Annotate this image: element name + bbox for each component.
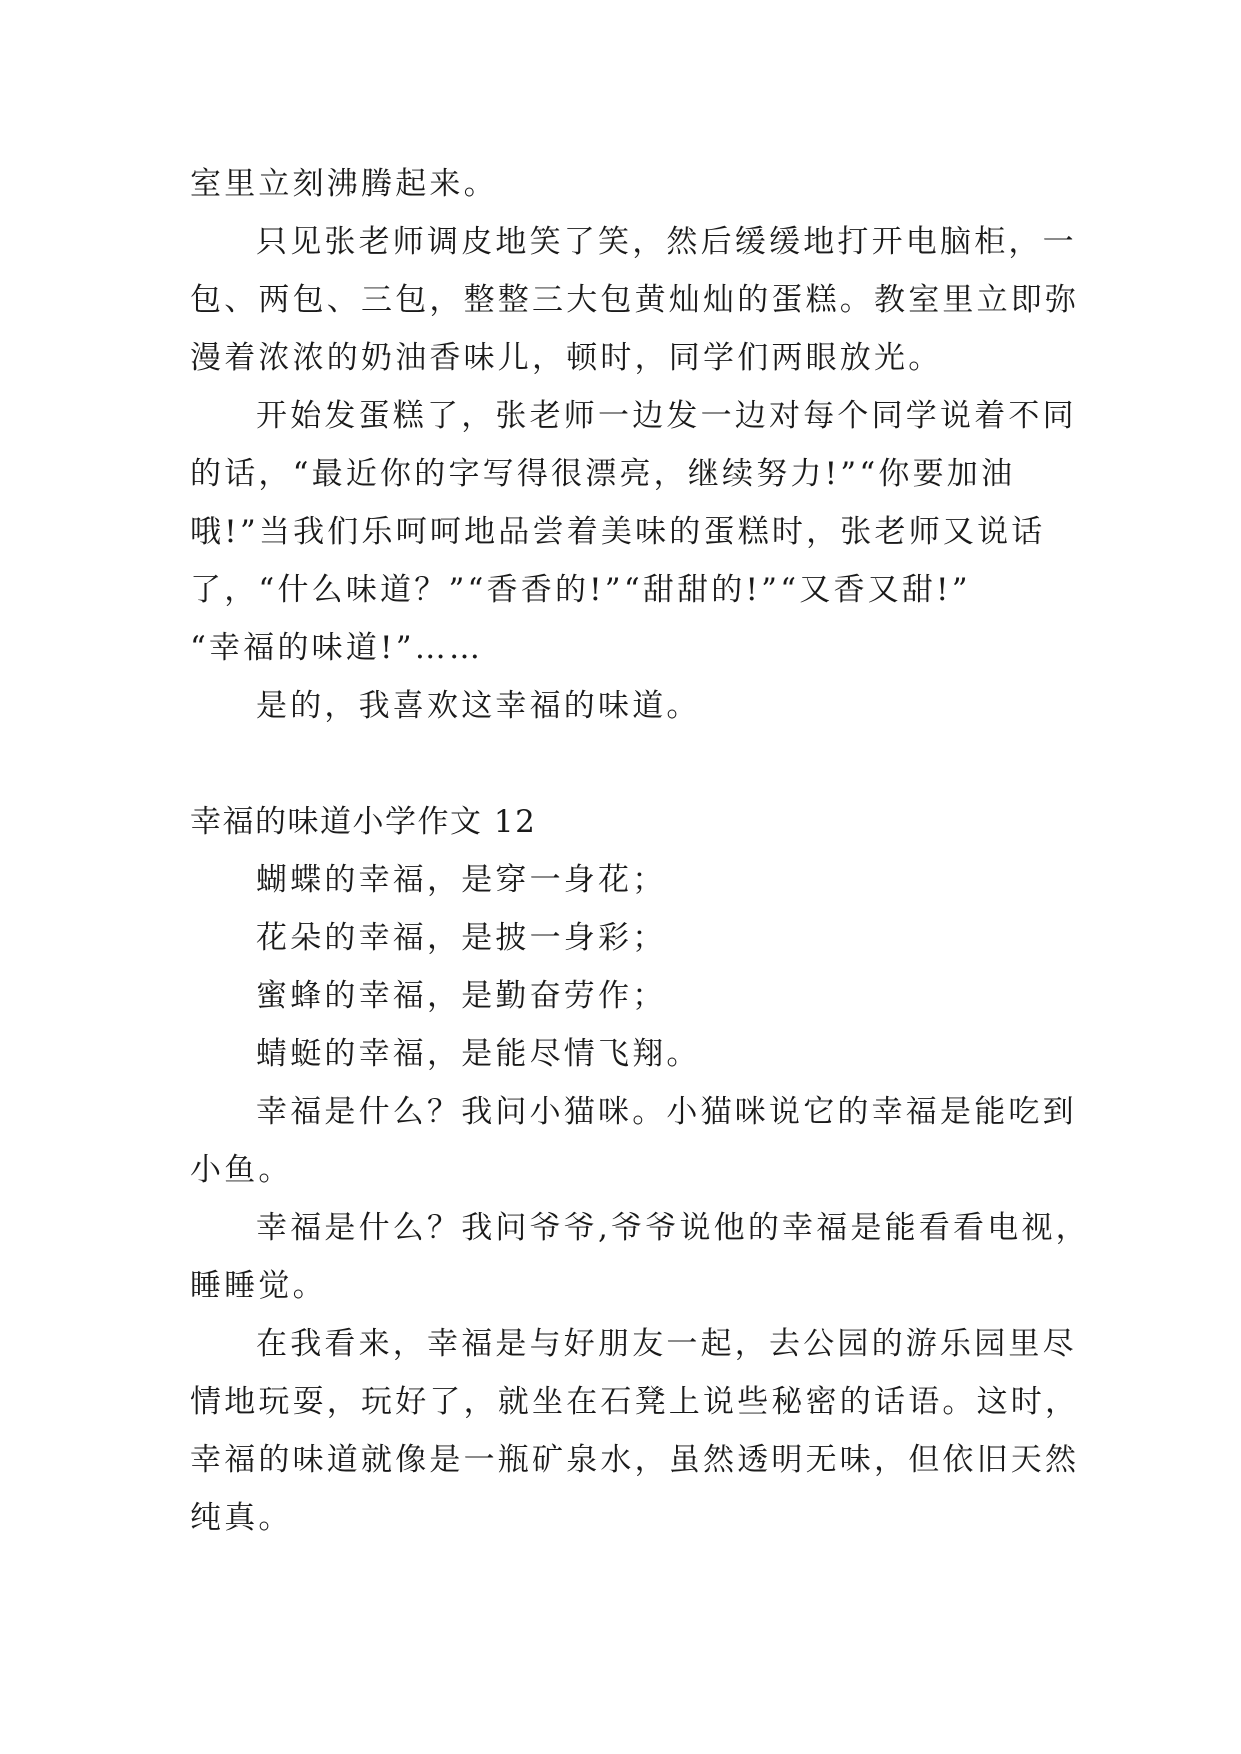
paragraph-line: 蜜蜂的幸福，是勤奋劳作； [256,978,667,1014]
paragraph-line: 情地玩耍，玩好了，就坐在石凳上说些秘密的话语。这时， [190,1384,1080,1420]
paragraph-line: 室里立刻沸腾起来。 [190,166,498,202]
paragraph-line: 只见张老师调皮地笑了笑，然后缓缓地打开电脑柜，一 [256,224,1077,260]
paragraph-line: 花朵的幸福，是披一身彩； [256,920,667,956]
paragraph-line: 纯真。 [190,1500,293,1536]
paragraph-line: 了，“什么味道？”“香香的!”“甜甜的!”“又香又甜!” [190,572,971,608]
paragraph-line: 漫着浓浓的奶油香味儿，顿时，同学们两眼放光。 [190,340,943,376]
paragraph-line: 蜻蜓的幸福，是能尽情飞翔。 [256,1036,701,1072]
paragraph-line: 是的，我喜欢这幸福的味道。 [256,688,701,724]
paragraph-line: 蝴蝶的幸福，是穿一身花； [256,862,667,898]
paragraph-line: 睡睡觉。 [190,1268,327,1304]
paragraph-line: 幸福是什么？我问小猫咪。小猫咪说它的幸福是能吃到 [256,1094,1077,1130]
paragraph-line: 幸福是什么？我问爷爷,爷爷说他的幸福是能看看电视， [256,1210,1090,1246]
paragraph-line: 小鱼。 [190,1152,293,1188]
paragraph-line: 在我看来，幸福是与好朋友一起，去公园的游乐园里尽 [256,1326,1077,1362]
paragraph-line: 的话，“最近你的字写得很漂亮，继续努力!”“你要加油 [190,456,1016,492]
paragraph-line: 幸福的味道就像是一瓶矿泉水，虽然透明无味，但依旧天然 [190,1442,1080,1478]
paragraph-line: “幸福的味道!”…… [190,630,484,666]
paragraph-line: 包、两包、三包，整整三大包黄灿灿的蛋糕。教室里立即弥 [190,282,1080,318]
essay-text [190,155,1090,1547]
essay-title: 幸福的味道小学作文 12 [190,804,537,840]
paragraph-line: 哦!”当我们乐呵呵地品尝着美味的蛋糕时，张老师又说话 [190,514,1046,550]
blank-line [190,735,1060,793]
paragraph-line: 开始发蛋糕了，张老师一边发一边对每个同学说着不同 [256,398,1077,434]
